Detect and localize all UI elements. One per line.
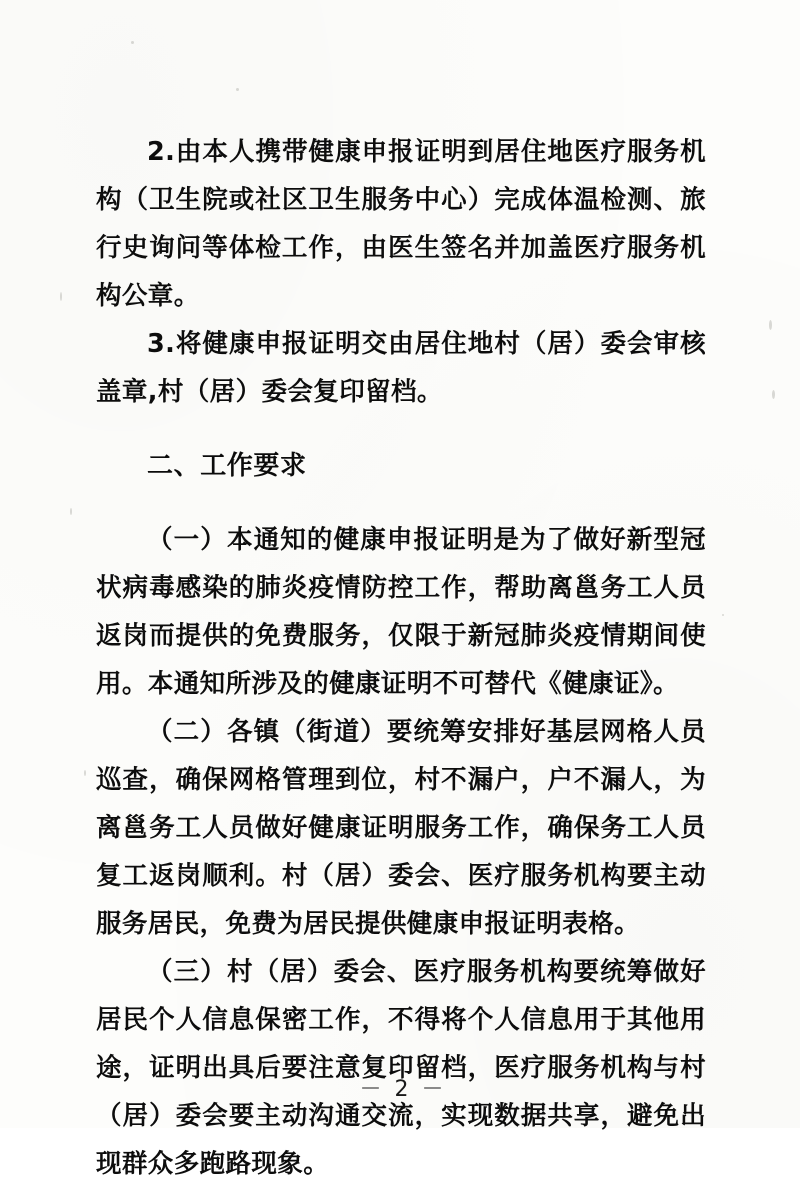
page-number: － 2 －: [359, 1077, 447, 1102]
scan-speck: [70, 508, 72, 515]
section-heading-work-requirements: 二、工作要求: [147, 451, 307, 481]
scan-speck: [772, 390, 775, 399]
scan-speck: [131, 41, 134, 44]
paragraph-item-one: （一）本通知的健康申报证明是为了做好新型冠状病毒感染的肺炎疫情防控工作，帮助离邕务工人员返岗而提供的免费服务，仅限于新冠肺炎疫情期间使用。本通知所涉及的健康证明不可替代《健康证》。: [96, 525, 706, 699]
scan-speck: [236, 88, 239, 91]
scan-speck: [769, 320, 772, 330]
paragraph-item-3: 3.将健康申报证明交由居住地村（居）委会审核盖章,村（居）委会复印留档。: [96, 329, 706, 407]
scan-speck: [60, 292, 62, 301]
document-text-body: [96, 128, 706, 1188]
paragraph-item-two: （二）各镇（街道）要统筹安排好基层网格人员巡查，确保网格管理到位，村不漏户，户不漏人，为离邕务工人员做好健康证明服务工作，确保务工人员复工返岗顺利。村（居）委会、医疗服务机构要主动服务居民，免费为居民提供健康申报证明表格。: [96, 717, 706, 939]
page-footer: [0, 1072, 800, 1103]
scan-speck: [722, 614, 724, 616]
paragraph-item-three: （三）村（居）委会、医疗服务机构要统筹做好居民个人信息保密工作，不得将个人信息用于其他用途，证明出具后要注意复印留档，医疗服务机构与村（居）委会要主动沟通交流，实现数据共享，避免出现群众多跑路现象。: [96, 957, 706, 1179]
scan-speck: [84, 770, 86, 776]
paragraph-item-2: 2.由本人携带健康申报证明到居住地医疗服务机构（卫生院或社区卫生服务中心）完成体温检测、旅行史询问等体检工作，由医生签名并加盖医疗服务机构公章。: [96, 137, 706, 311]
